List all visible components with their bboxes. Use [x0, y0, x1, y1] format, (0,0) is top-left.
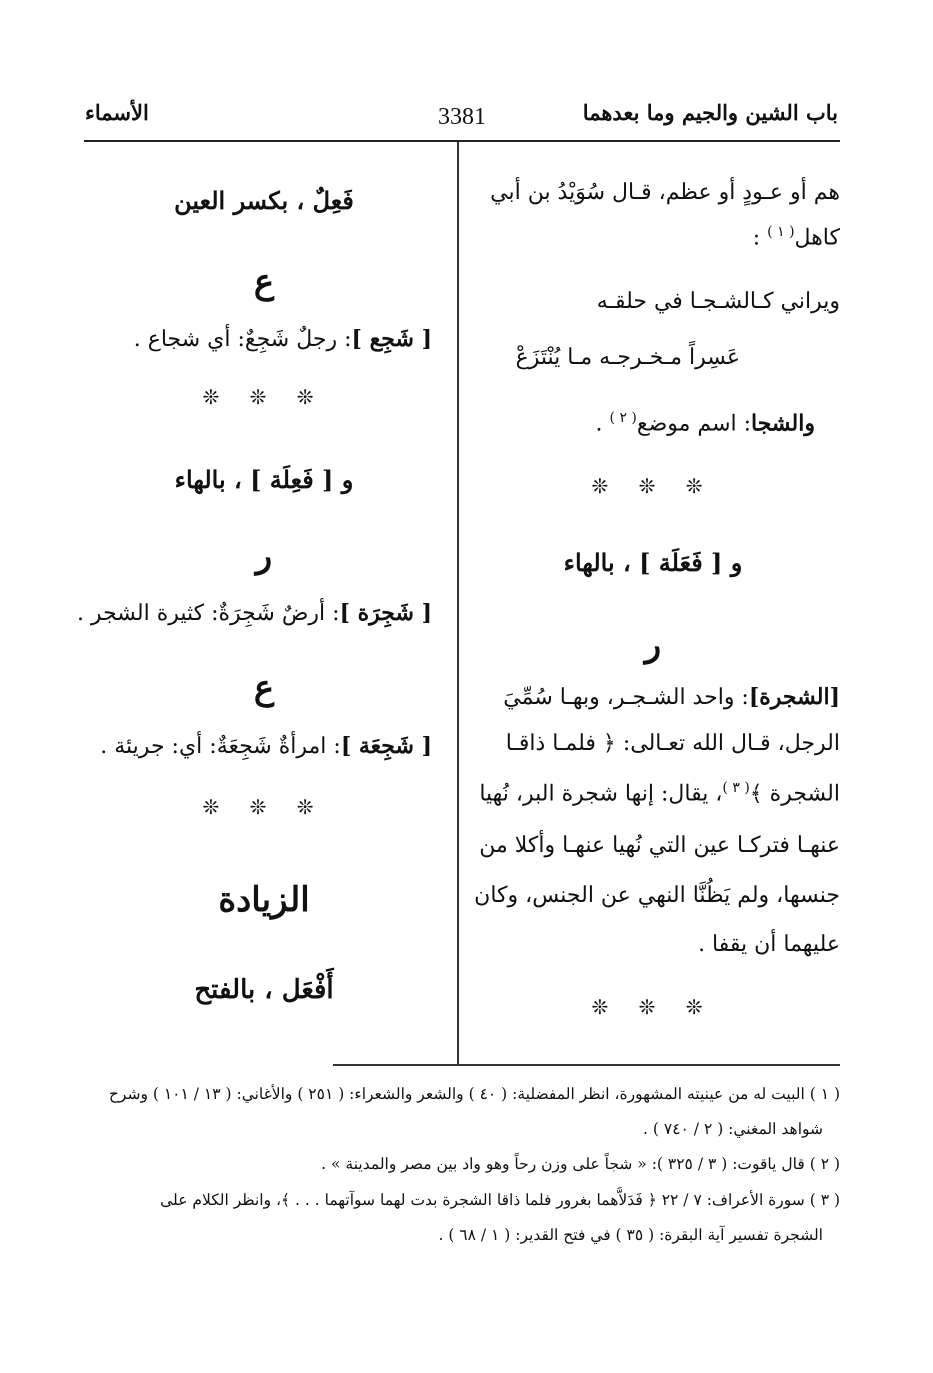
left-column — [76, 0, 432, 1060]
footnote-3-cont: الشجرة تفسير آية البقرة: ( ٣٥ ) في فتح القدير: ( ١ / ٦٨ ) . — [438, 1226, 823, 1244]
verse-line: ويراني كـالشـجـا في حلقـه — [596, 289, 840, 314]
entry-definition: : امرأةٌ شَجِعَةٌ: أي: جريئة . — [100, 734, 341, 759]
running-head-section: الأسماء — [85, 100, 149, 125]
entry-term: والشجا — [751, 410, 815, 437]
text-line: والشجا: اسم موضع$^{( ٢ )}$ . — [595, 410, 815, 437]
section-heading: و [ فَعِلَة ] ، بالهاء — [174, 465, 354, 494]
footnote-ref: ( ٢ ) — [609, 410, 637, 426]
verse-line: عَسِراً مـخـرجـه مـا يُنْتَزَعْ — [515, 345, 740, 370]
footnote-ref: ( ١ ) — [767, 224, 795, 240]
entry-definition: : أرضٌ شَجِرَةٌ: كثيرة الشجر . — [76, 601, 340, 626]
entry-term: [ شَجِع ] — [351, 326, 432, 352]
footnote-ref: ( ٣ ) — [722, 780, 750, 796]
text-line — [77, 600, 432, 626]
separator-stars: ❊ ❊ ❊ — [202, 385, 326, 409]
entry-term: [الشجرة] — [748, 684, 840, 710]
text-run: : — [752, 225, 761, 251]
footnote-2: ( ٢ ) قال ياقوت: ( ٣ / ٣٢٥ ): « شجاً على وزن رحاً وهو واد بين مصر والمدينة » . — [321, 1155, 840, 1173]
text-run: الشجرة ﴾ — [749, 781, 840, 807]
right-column — [466, 0, 840, 1060]
entry-definition: : رجلٌ شَجِعٌ: أي شجاع . — [133, 327, 352, 352]
text-line — [100, 733, 432, 759]
text-run: ، يقال: إنها شجرة البر، نُهيا — [479, 781, 723, 807]
root-letter: ر — [255, 536, 273, 576]
separator-stars: ❊ ❊ ❊ — [591, 474, 715, 498]
text-line: الرجل، قـال الله تعـالى: ﴿ فلمـا ذاقـا — [505, 731, 840, 756]
entry-definition: : اسم موضع — [636, 411, 752, 437]
text-line: عليهما أن يقفا . — [698, 932, 840, 957]
footnote-3: ( ٣ ) سورة الأعراف: ٧ / ٢٢ ﴿ فَدَلاَّهما بغرور فلما ذاقا الشجرة بدت لهما سوآتهما . . . ﴾، وانظر الكلام على — [160, 1191, 840, 1209]
footnote-1-cont: شواهد المغني: ( ٢ / ٧٤٠ ) . — [643, 1120, 823, 1138]
text-line — [134, 326, 432, 352]
page-number: 3381 — [438, 104, 486, 130]
section-heading: فَعِلٌ ، بكسر العين — [174, 186, 354, 215]
column-divider — [457, 142, 459, 1064]
text-line — [479, 780, 840, 806]
root-letter: ع — [253, 668, 275, 708]
running-head-chapter: باب الشين والجيم وما بعدهما — [582, 100, 838, 125]
text-run: : واحد الشـجـر، وبهـا سُمِّيَ — [503, 685, 749, 710]
entry-term: [ شَجِرَة ] — [339, 600, 432, 626]
text-line — [753, 224, 840, 250]
root-letter: ر — [644, 625, 662, 665]
text-line: جنسها، ولم يَظُنَّا النهي عن الجنس، وكان — [474, 883, 840, 908]
section-heading: أَفْعَل ، بالفتح — [194, 975, 334, 1005]
section-heading: و [ فَعَلَة ] ، بالهاء — [563, 548, 743, 577]
text-run: كاهل — [794, 225, 840, 251]
entry-term: [ شَجِعَة ] — [340, 733, 432, 759]
root-letter: ع — [253, 262, 275, 302]
text-line — [503, 684, 840, 710]
major-section-title: الزيادة — [218, 880, 310, 920]
text-line: هم أو عـودٍ أو عظم، قـال سُوَيْدُ بن أبي — [490, 180, 840, 205]
separator-stars: ❊ ❊ ❊ — [202, 795, 326, 819]
separator-stars: ❊ ❊ ❊ — [591, 995, 715, 1019]
footnote-rule — [333, 1064, 840, 1066]
text-line: عنهـا فتركـا عين التي نُهيا عنهـا وأكلا من — [479, 833, 840, 858]
footnote-1: ( ١ ) البيت له من عينيته المشهورة، انظر المفضلية: ( ٤٠ ) والشعر والشعراء: ( ٢٥١ ) والأغاني: ( ١٣ / ١٠١ ) وشرح — [108, 1085, 840, 1103]
